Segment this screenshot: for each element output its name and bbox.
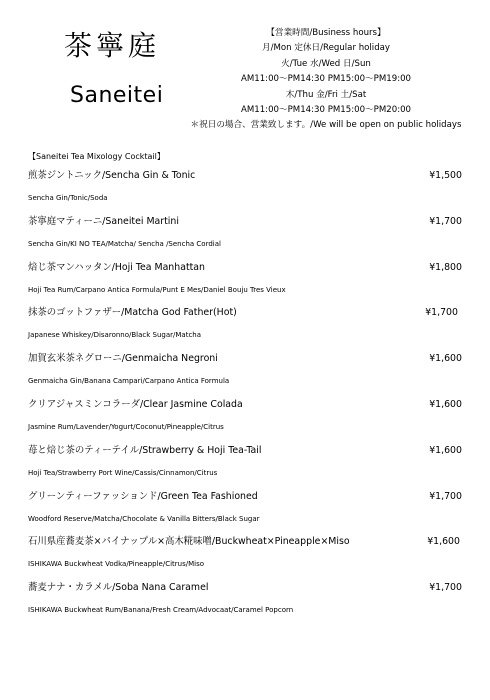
item-price: ¥1,500 — [429, 170, 462, 181]
item-price: ¥1,600 — [429, 398, 462, 410]
menu-item — [28, 580, 468, 626]
item-price: ¥1,700 — [429, 215, 462, 227]
business-hours — [176, 26, 476, 134]
menu-item — [28, 397, 468, 443]
item-ingredients: Genmaicha Gin/Banana Campari/Carpano Antica Formula — [28, 377, 230, 386]
item-name: 石川県産蕎麦茶×パイナップル×高木糀味噌/Buckwheat×Pineapple×Miso — [28, 536, 350, 548]
hours-line-days-1: 火/Tue 水/Wed 日/Sun — [281, 58, 371, 69]
item-name: クリアジャスミンコラーダ/Clear Jasmine Colada — [28, 398, 243, 410]
cocktail-menu — [28, 168, 468, 626]
item-name: 煎茶ジントニック/Sencha Gin & Tonic — [28, 170, 196, 181]
item-name: グリーンティーファッションド/Green Tea Fashioned — [28, 490, 258, 502]
section-title: 【Saneitei Tea Mixology Cocktail】 — [28, 152, 165, 161]
item-ingredients: Woodford Reserve/Matcha/Chocolate & Vanilla Bitters/Black Sugar — [28, 514, 260, 523]
hours-line-days-2: 木/Thu 金/Fri 土/Sat — [285, 89, 367, 100]
hours-heading: 【営業時間/Business hours】 — [266, 28, 386, 38]
shop-name-japanese: 茶寧庭 — [64, 29, 161, 62]
item-ingredients: Jasmine Rum/Lavender/Yogurt/Coconut/Pineapple/Citrus — [28, 422, 224, 431]
menu-item — [28, 260, 468, 306]
item-price: ¥1,800 — [429, 261, 462, 273]
item-price: ¥1,600 — [429, 353, 462, 365]
item-ingredients: Japanese Whiskey/Disaronno/Black Sugar/Matcha — [28, 331, 202, 340]
item-ingredients: Hoji Tea/Strawberry Port Wine/Cassis/Cinnamon/Citrus — [28, 468, 218, 477]
item-name: 蕎麦ナナ・カラメル/Soba Nana Caramel — [28, 582, 209, 594]
item-price: ¥1,700 — [425, 307, 458, 319]
item-price: ¥1,700 — [429, 490, 462, 502]
item-ingredients: ISHIKAWA Buckwheat Rum/Banana/Fresh Cream/Advocaat/Caramel Popcorn — [28, 606, 294, 615]
menu-item — [28, 443, 468, 489]
item-name: 焙じ茶マンハッタン/Hoji Tea Manhattan — [28, 261, 205, 273]
item-name: 加賀玄米茶ネグローニ/Genmaicha Negroni — [28, 353, 218, 365]
item-price: ¥1,700 — [429, 582, 462, 594]
shop-name-english: Saneitei — [70, 83, 164, 108]
menu-item — [28, 305, 468, 351]
item-name: 茶寧庭マティーニ/Saneitei Martini — [28, 215, 179, 227]
hours-line-times-2: AM11:00～PM14:30 PM15:00～PM20:00 — [240, 105, 412, 116]
menu-item — [28, 168, 468, 214]
item-name: 抹茶のゴットファザー/Matcha God Father(Hot) — [28, 307, 237, 319]
item-name: 苺と焙じ茶のティーテイル/Strawberry & Hoji Tea-Tail — [28, 444, 262, 456]
item-ingredients: Sencha Gin/KI NO TEA/Matcha/ Sencha /Sencha Cordial — [28, 239, 221, 248]
hours-line-times-1: AM11:00～PM14:30 PM15:00～PM19:00 — [240, 74, 412, 85]
item-ingredients: Sencha Gin/Tonic/Soda — [28, 194, 108, 202]
menu-item — [28, 489, 468, 535]
menu-item — [28, 214, 468, 260]
menu-item — [28, 351, 468, 397]
menu-item — [28, 534, 468, 580]
item-ingredients: ISHIKAWA Buckwheat Vodka/Pineapple/Citrus/Miso — [28, 560, 205, 569]
item-price: ¥1,600 — [427, 536, 460, 548]
item-price: ¥1,600 — [429, 444, 462, 456]
item-ingredients: Hoji Tea Rum/Carpano Antica Formula/Punt E Mes/Daniel Bouju Tres Vieux — [28, 285, 286, 294]
hours-line-holiday-note: ＊祝日の場合、営業致します。/We will be open on public holidays — [190, 120, 462, 131]
hours-line-closed: 月/Mon 定休日/Regular holiday — [262, 43, 390, 54]
